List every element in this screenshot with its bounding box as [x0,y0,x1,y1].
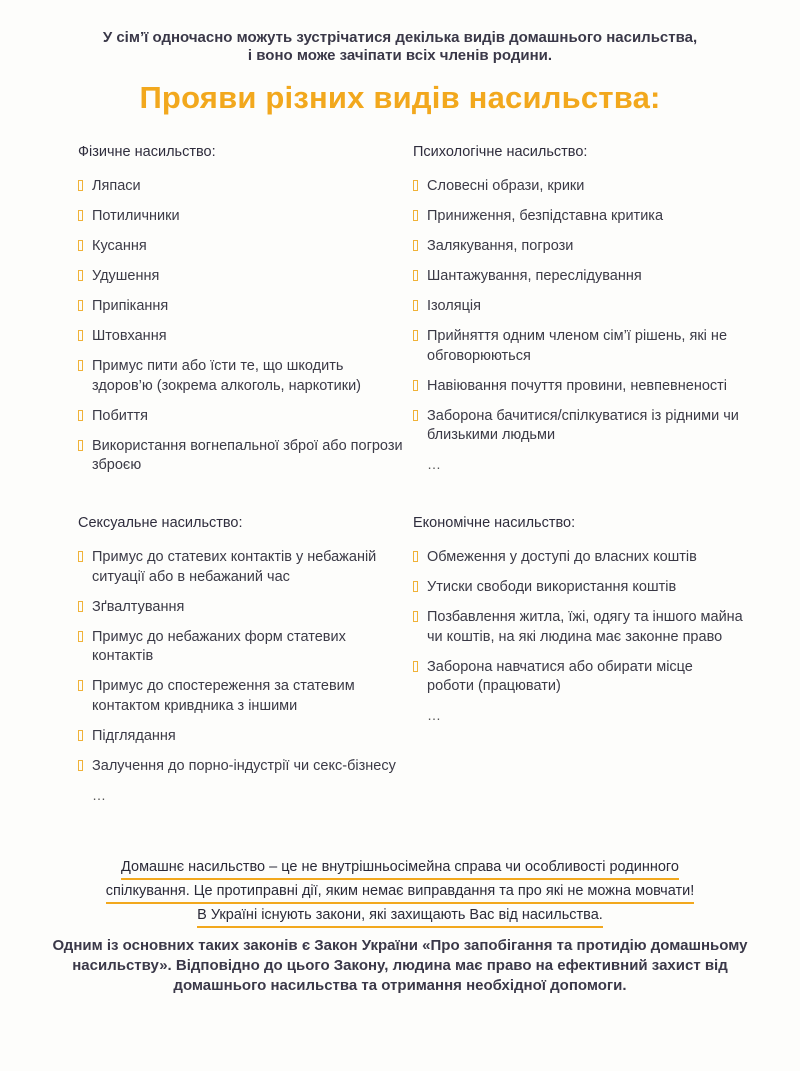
bullet-icon [78,631,83,642]
list-item [413,658,743,697]
list-item [78,757,408,777]
bullet-icon [413,380,418,391]
list-item [78,677,408,716]
list-item-text: Кусання [92,238,147,254]
section-sexual-violence [78,514,408,803]
list-item-text: Приниження, безпідставна критика [427,208,664,224]
bullet-icon [78,180,83,191]
bullet-icon [413,270,418,281]
list-item [413,267,743,287]
list-item-text: Примус до небажаних форм статевих контактів [92,628,346,664]
bullet-icon [78,410,83,421]
bullet-icon [413,300,418,311]
bullet-icon [78,330,83,341]
list-item [413,177,743,197]
list-item-text: Словесні образи, крики [427,178,585,194]
list-item [78,357,408,396]
section-title: Економічне насильство: [413,515,576,531]
list-item [78,548,408,587]
list-continuation: … [427,456,442,472]
page-title: Прояви різних видів насильства: [139,80,661,115]
section-title: Психологічне насильство: [413,144,588,160]
closing-line-2: насильству». Відповідно до цього Закону, людина має право на ефективний захист від [72,957,728,974]
bullet-icon [78,440,83,451]
item-list [78,548,408,776]
list-item-text: Примус до статевих контактів у небажаній ситуації або в небажаний час [92,549,377,585]
list-item-text: Навіювання почуття провини, невпевненості [427,377,727,394]
list-item-text: Примус до спостереження за статевим контактом кривдника з іншими [92,678,355,714]
bullet-icon [78,760,83,771]
list-item-text: Позбавлення житла, їжі, одягу та іншого майна чи коштів, на які людина має законне право [427,609,743,645]
list-item [413,237,743,257]
bullet-icon [413,581,418,592]
section-economic-violence [413,514,743,723]
list-item [78,598,408,618]
list-item-text: Штовхання [92,328,167,344]
closing-paragraph [50,936,750,996]
list-item-text: Прийняття одним членом сім’ї рішень, які не обговорюються [427,328,728,364]
section-physical-violence [78,143,408,486]
section-title: Фізичне насильство: [78,144,216,160]
list-item-text: Утиски свободи використання коштів [427,579,677,595]
list-item-text: Побиття [92,407,149,424]
list-item [78,727,408,747]
section-psychological-violence [413,143,743,472]
list-item [413,608,743,647]
bullet-icon [413,330,418,341]
list-item [78,207,408,227]
list-item-text: Обмеження у доступі до власних коштів [427,549,697,565]
bullet-icon [78,240,83,251]
list-item [413,578,743,598]
list-item [413,407,743,446]
list-item-text: Шантажування, переслідування [427,268,642,284]
list-continuation: … [92,786,107,803]
item-list [78,177,408,476]
bullet-icon [413,240,418,251]
closing-line-1: Одним із основних таких законів є Закон України «Про запобігання та протидію домашньому [52,937,748,954]
list-item [78,407,408,427]
intro-line-2: і воно може зачіпати всіх членів родини. [247,47,553,64]
list-item [78,628,408,667]
list-item [78,267,408,287]
list-item-text: Підглядання [92,727,176,744]
bullet-icon [413,551,418,562]
list-item-text: Ляпаси [92,178,141,194]
bullet-icon [413,611,418,622]
item-list [413,177,743,446]
bullet-icon [413,210,418,221]
list-item-text: Заборона навчатися або обирати місце роботи (працювати) [427,658,693,694]
bullet-icon [413,661,418,672]
list-item [78,297,408,317]
list-item-text: Залучення до порно-індустрії чи секс-бізнесу [92,757,396,774]
highlight-line-3: В Україні існують закони, які захищають Вас від насильства. [197,905,603,928]
bullet-icon [78,360,83,371]
list-item [413,207,743,227]
list-item-text: Заборона бачитися/спілкуватися із рідними чи близькими людьми [427,407,739,443]
list-item-text: Зґвалтування [92,598,185,615]
list-item-text: Використання вогнепальної зброї або погрози зброєю [92,437,403,473]
bullet-icon [78,300,83,311]
list-item [78,437,408,476]
list-item-text: Ізоляція [427,298,481,314]
list-item-text: Потиличники [92,208,180,224]
list-item [413,297,743,317]
list-item-text: Удушення [92,268,160,284]
list-item-text: Примус пити або їсти те, що шкодить здоров’ю (зокрема алкоголь, наркотики) [92,358,362,394]
bullet-icon [78,551,83,562]
highlight-statement [40,856,760,928]
highlight-line-1: Домашнє насильство – це не внутрішньосімейна справа чи особливості родинного [121,857,679,880]
section-title: Сексуальне насильство: [78,515,243,531]
list-item [78,177,408,197]
bullet-icon [78,680,83,691]
highlight-line-2: спілкування. Це протиправні дії, яким немає виправдання та про які не можна мовчати! [106,881,695,904]
bullet-icon [78,210,83,221]
list-item [78,327,408,347]
list-item-text: Припікання [92,298,169,314]
list-item [78,237,408,257]
list-item [413,548,743,568]
list-continuation: … [427,707,442,723]
intro-line-1: У сім’ї одночасно можуть зустрічатися декілька видів домашнього насильства, [102,29,698,46]
bullet-icon [413,180,418,191]
bullet-icon [78,730,83,741]
bullet-icon [413,410,418,421]
list-item [413,327,743,366]
bullet-icon [78,270,83,281]
item-list [413,548,743,697]
intro-text [60,29,740,65]
closing-line-3: домашнього насильства та отримання необхідної допомоги. [173,977,627,994]
list-item-text: Залякування, погрози [427,238,574,254]
list-item [413,377,743,397]
bullet-icon [78,601,83,612]
